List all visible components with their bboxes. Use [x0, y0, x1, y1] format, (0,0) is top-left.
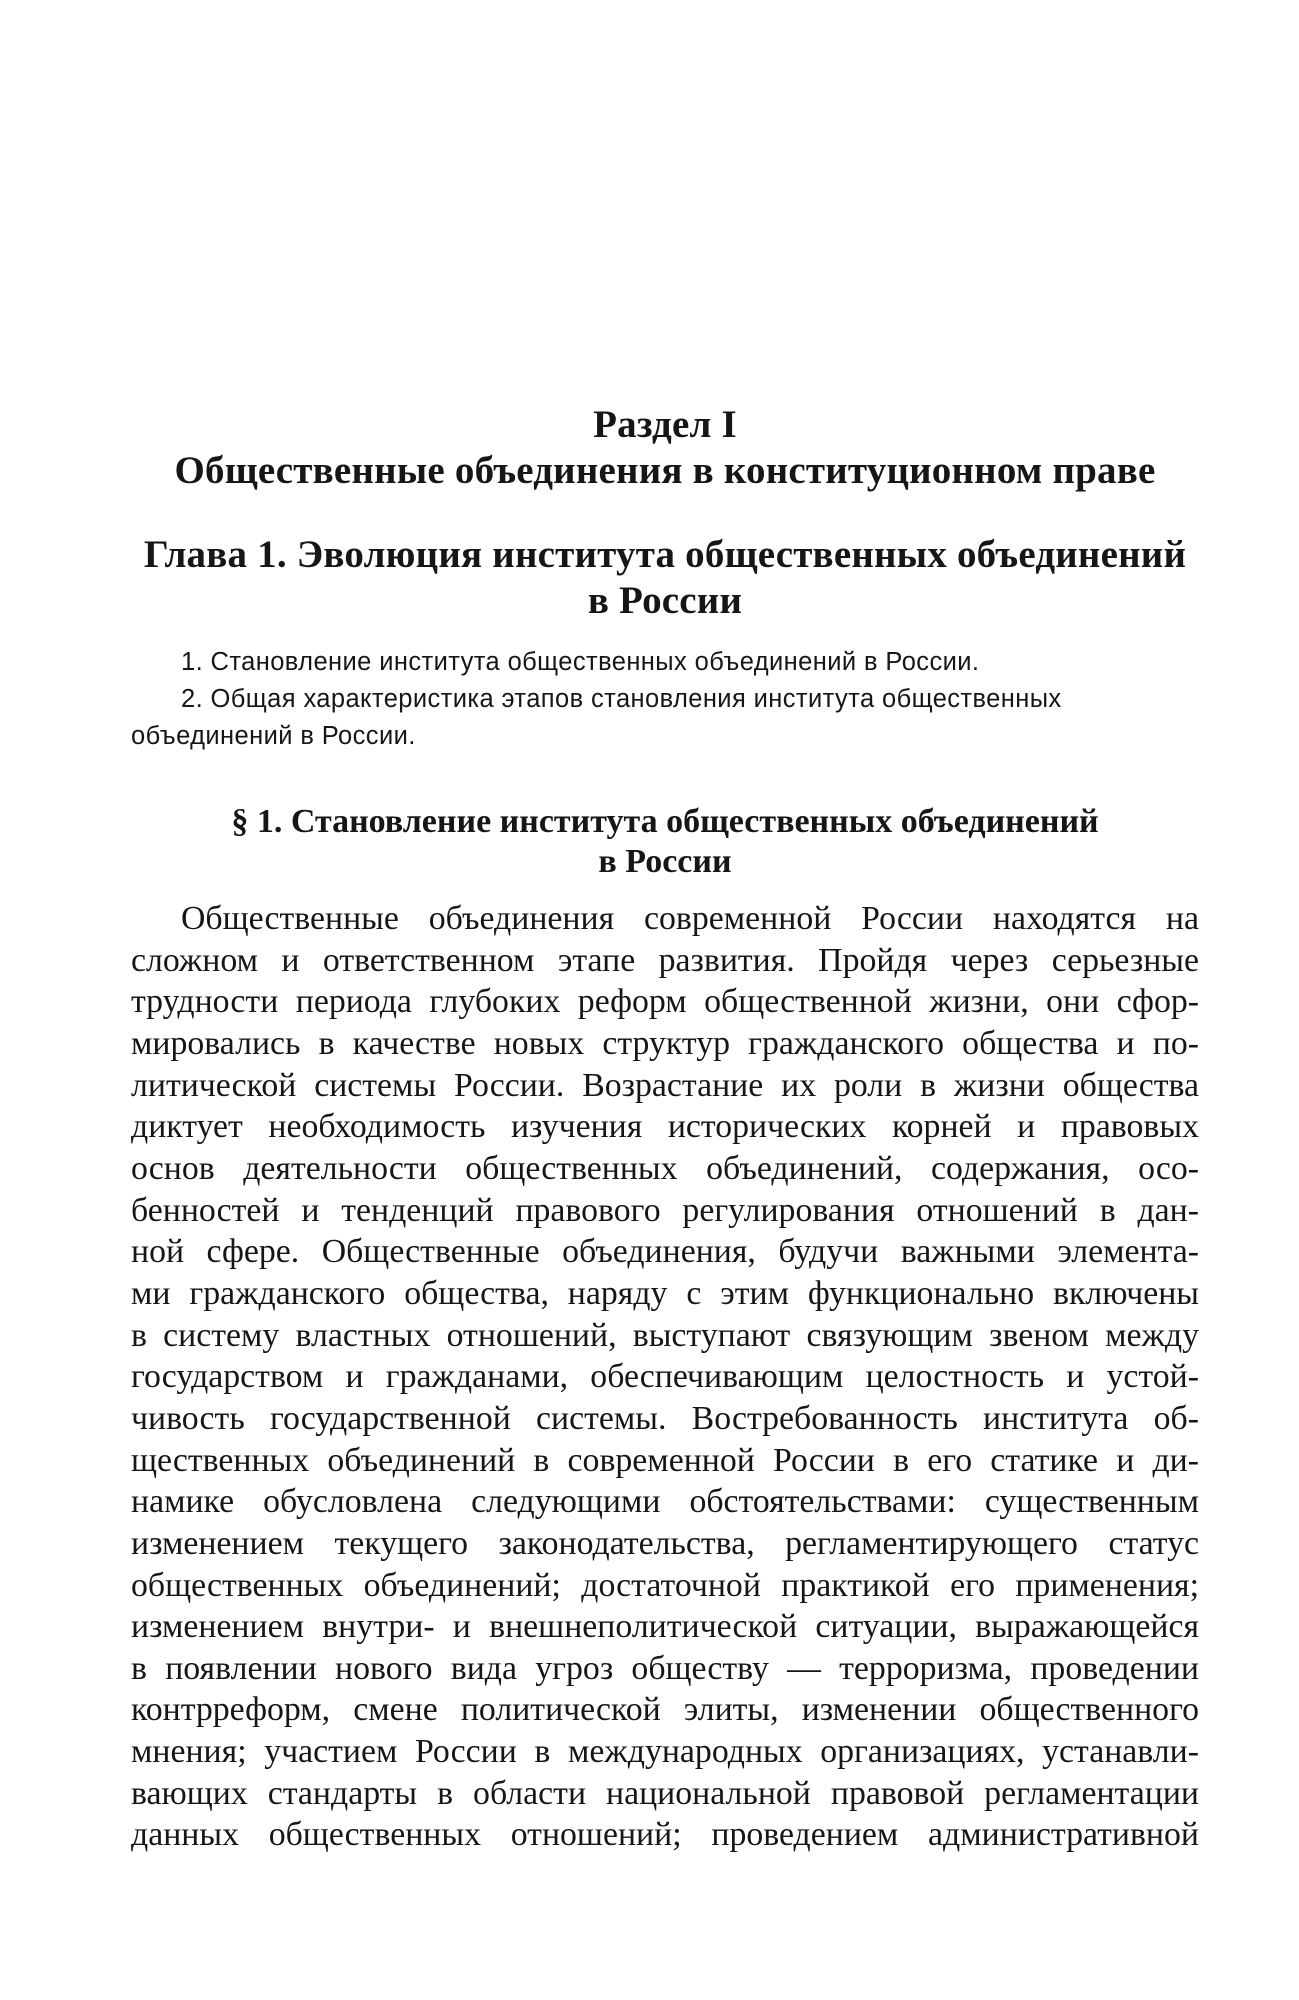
text-line: основ деятельности общественных объединений, содержания, осо-: [131, 1149, 1199, 1187]
text-line: вающих стандарты в области национальной правовой регламентации: [131, 1774, 1199, 1812]
text-line: государством и гражданами, обеспечивающим целостность и устой-: [131, 1358, 1199, 1396]
text-line: данных общественных отношений; проведением административной: [131, 1816, 1199, 1854]
text-line: контрреформ, смене политической элиты, изменении общественного: [131, 1691, 1199, 1729]
chapter-contents: [131, 644, 1199, 755]
text-line: ной сфере. Общественные объединения, будучи важными элемента-: [131, 1233, 1199, 1271]
document-page: [131, 0, 1199, 2000]
text-line: намике обусловлена следующими обстоятельствами: существенным: [131, 1483, 1199, 1521]
chapter-title-line-2: в России: [587, 579, 743, 622]
body-paragraph: [131, 898, 1199, 1856]
text-line: общественных объединений; достаточной практикой его применения;: [131, 1566, 1199, 1604]
text-line: литической системы России. Возрастание их роли в жизни общества: [131, 1066, 1199, 1104]
section-heading: [131, 802, 1199, 882]
text-line: в появлении нового вида угроз обществу — терроризма, проведении: [131, 1649, 1199, 1687]
chapter-heading: [131, 532, 1199, 624]
chapter-title-line-1: Глава 1. Эволюция института общественных объединений: [143, 533, 1187, 576]
text-line: мнения; участием России в международных организациях, устанавли-: [131, 1733, 1199, 1771]
part-heading: [131, 402, 1199, 494]
contents-item-continuation: объединений в России.: [131, 722, 416, 750]
text-line: щественных объединений в современной России в его статике и ди-: [131, 1441, 1199, 1479]
text-line: изменением текущего законодательства, регламентирующего статус: [131, 1524, 1199, 1562]
contents-item: 1. Становление института общественных объединений в России.: [181, 648, 980, 676]
text-line: Общественные объединения современной России находятся на: [181, 900, 1199, 937]
contents-item: 2. Общая характеристика этапов становления института общественных: [181, 685, 1062, 713]
text-line: чивость государственной системы. Востребованность института об-: [131, 1399, 1199, 1437]
part-subtitle: Общественные объединения в конституционном праве: [174, 449, 1156, 492]
text-line: ми гражданского общества, наряду с этим функционально включены: [131, 1274, 1199, 1312]
section-title-line-1: § 1. Становление института общественных объединений: [231, 803, 1099, 840]
text-line: в систему властных отношений, выступают связующим звеном между: [131, 1316, 1199, 1354]
part-title: Раздел I: [593, 403, 737, 446]
text-line: диктует необходимость изучения исторических корней и правовых: [131, 1108, 1199, 1146]
text-line: трудности периода глубоких реформ общественной жизни, они сфор-: [131, 983, 1199, 1021]
text-line: сложном и ответственном этапе развития. Пройдя через серьезные: [131, 941, 1199, 979]
text-line: мировались в качестве новых структур гражданского общества и по-: [131, 1024, 1199, 1062]
text-line: бенностей и тенденций правового регулирования отношений в дан-: [131, 1191, 1199, 1229]
section-title-line-2: в России: [598, 843, 732, 880]
text-line: изменением внутри- и внешнеполитической ситуации, выражающейся: [131, 1608, 1199, 1646]
